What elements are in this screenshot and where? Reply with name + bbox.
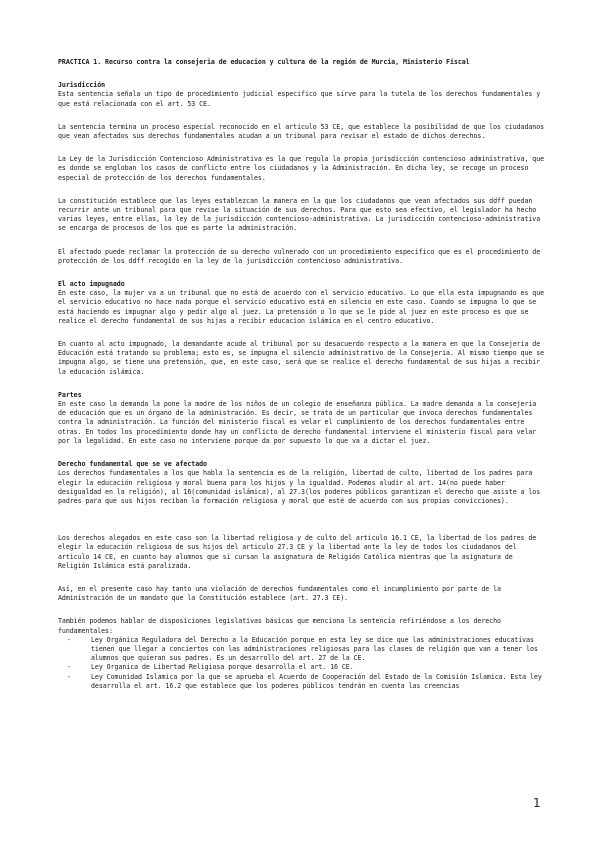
paragraph: En este caso, la mujer va a un tribunal que no está de acuerdo con el servicio educativo. Lo que ella esta impugnando es que el servicio educativo no hace nada porque el servicio educativo está en silencio en este caso. Cuando se impugna lo que se está haciendo es impugnar algo y pedir algo al juez. La pretensión o lo que se le pide al juez en este proceso es que se realice el derecho fundamental de sus hijas a recibir educacion islámica en el centro educativo. bbox=[58, 289, 545, 325]
list-item bbox=[58, 673, 546, 691]
bullet-marker: - bbox=[67, 635, 71, 644]
paragraph: En cuanto al acto impugnado, la demandante acude al tribunal por su desacuerdo respecto a la manera en que la Consejeria de Educación está tratando su problema; esto es, se impugna el silencio administrativo de la Consejeria. Al mismo tiempo que se impugna algo, se tiene una pretensión, que, en este caso, será que se realice el derecho fundamental de sus hijas a recibir la educación islámica. bbox=[58, 340, 545, 376]
list-item bbox=[58, 636, 546, 664]
paragraph: En este caso la demanda la pone la madre de los niños de un colegio de enseñanza pública. La madre demanda a la consejeria de educación que es un órgano de la administración. Es decir, se trata de un particular que invoca derechos fundamentales contra la administración. La función del ministerio fiscal es velar el cumplimiento de los derechos fundamentales entre otras. En todos los procedimiento donde hay un conflicto de derecho fundamental interviene el ministerio fiscal para velar por la legalidad. En este caso no interviene porque da por supuesto lo que va a dictar el juez. bbox=[58, 400, 537, 445]
paragraph: El afectado puede reclamar la protección de su derecho vulnerado con un procedimiento especifico que es el procedimiento de protección de los ddff recogido en la ley de la jurisdicción contencioso administrativa. bbox=[58, 247, 541, 265]
page-number: 1 bbox=[533, 796, 541, 810]
paragraph: La sentencia termina un proceso especial reconocido en el articulo 53 CE, que establece la posibilidad de que los ciudadanos que vean afectados sus derechos fundamentales acudan a un tribunal para revisar el estado de dichos derechos. bbox=[58, 122, 545, 141]
paragraph: La Ley de la Jurisdicción Contencioso Administrativa es la que regula la propia jurisdicción contencioso administrativa, que es donde se engloban los casos de conflicto entre los ciudadanos y la Administración. En dicha ley, se recoge un proceso especial de protección de los derechos fundamentales. bbox=[58, 155, 545, 182]
paragraph: La constitución establece que las leyes establezcan la manera en la que los ciudadanos que vean afectados sus ddff puedan recurrir ante un tribunal para que revise la situación de sus derechos. Para que esto sea efectivo, el legislador ha hecho varias leyes, entre ellas, la ley de la jurisdicción contencioso-administrativa. La jurisdicción contencioso-administrativa se encarga de procesos de los que es parte la administración. bbox=[58, 196, 541, 233]
heading-acto-impugnado: El acto impugnado bbox=[58, 280, 125, 289]
document-body bbox=[58, 58, 546, 691]
paragraph: Esta sentencia señala un tipo de procedimiento judicial especifico que sirve para la tutela de los derechos fundamentales y que está relacionada con el art. 53 CE. bbox=[58, 90, 541, 108]
paragraph: Así, en el presente caso hay tanto una violación de derechos fundamentales como el incumplimiento por parte de la Administración de un mandato que la Constitución establece (art. 27.3 CE). bbox=[58, 584, 501, 603]
list-item bbox=[58, 663, 546, 672]
heading-partes: Partes bbox=[58, 390, 82, 399]
paragraph: También podemos hablar de disposiciones legislativas básicas que menciona la sentencia refiriéndose a los derecho fundamentales: bbox=[58, 617, 501, 635]
document-title: PRACTICA 1. Recurso contra la consejeria de educacion y cultura de la región de Murcia, Ministerio Fiscal bbox=[58, 58, 470, 66]
list-item-text: Ley Organica de Libertad Religiosa porque desarrolla el art. 16 CE. bbox=[91, 663, 354, 672]
bullet-marker: - bbox=[67, 672, 71, 681]
list-item-text: Ley Comunidad Islamica por la que se aprueba el Acuerdo de Cooperación del Estado de la Comisión Islamica. Esta ley desarrolla el art. 16.2 que establece que los poderes públicos tendrán en cuenta las creencias bbox=[91, 672, 542, 690]
paragraph: Los derechos alegados en este caso son la libertad religiosa y de culto del articulo 16.1 CE, la libertad de los padres de elegir la educación religiosa de sus hijos del articulo 27.3 CE y la libertad ante la ley de todos los ciudadanos del articulo 14 CE, en cuanto hay alumnos que si cursan la asignatura de Religión Católica mientras que la asignatura de Religión Islámica está paralizada. bbox=[58, 534, 537, 570]
paragraph: Los derechos fundamentales a los que habla la sentencia es de la religión, libertad de culto, libertad de los padres para elegir la educación religiosa y moral buena para los hijos y la igualdad. Podemos aludir al art. 14(no puede haber desigualdad en la religión), al 16(comunidad islámica), al 27.3(los poderes públicos garantizan el derecho que asiste a los padres para que sus hijos reciban la formación religiosa y moral que esté de acuerdo con sus propias convicciones). bbox=[58, 469, 541, 505]
heading-jurisdiccion: Jurisdicción bbox=[58, 81, 106, 90]
heading-derecho-fundamental: Derecho fundamental que se ve afectado bbox=[58, 460, 207, 469]
list-item-text: Ley Orgánica Reguladora del Derecho a la Educación porque en esta ley se dice que las administraciones educativas tienen que llegar a conciertos con las administraciones religiosas para las clases de religión que van a tener los alumnos que quieran sus padres. Es un desarrollo del art. 27 de la CE. bbox=[91, 635, 538, 663]
legislation-list bbox=[58, 636, 546, 691]
bullet-marker: - bbox=[67, 663, 71, 672]
